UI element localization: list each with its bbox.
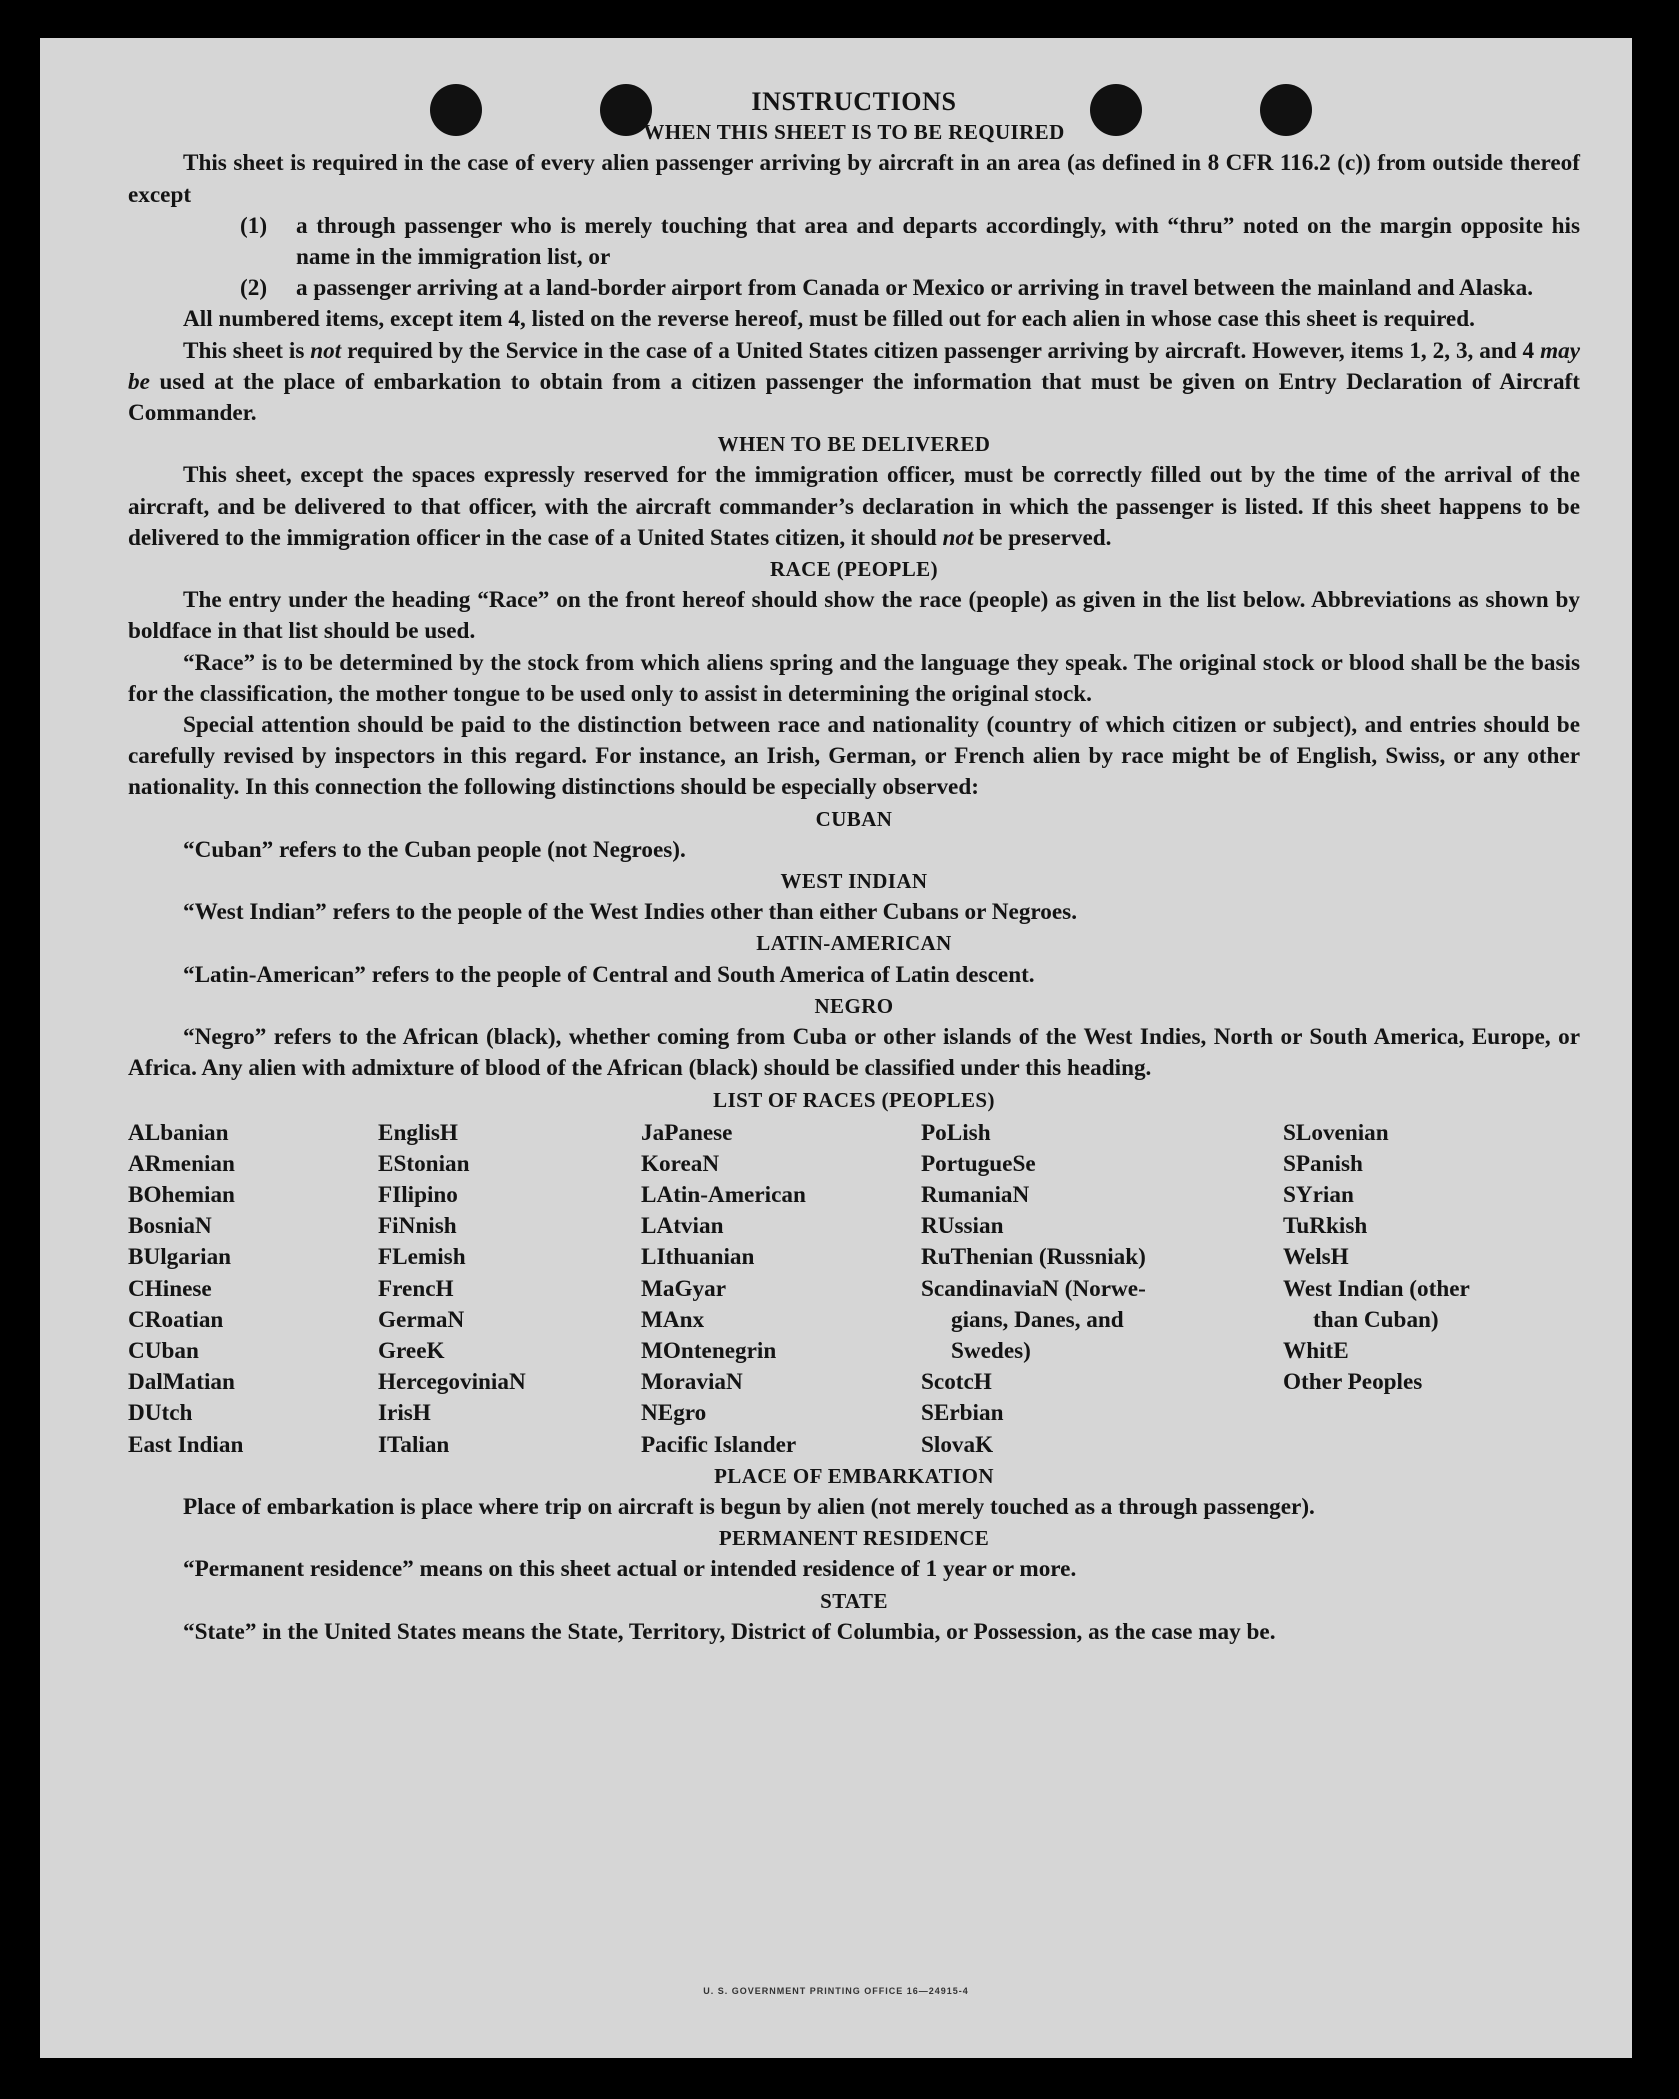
races-column-4 [921, 1118, 1283, 1461]
race-entry: BOhemian [128, 1182, 235, 1209]
races-column-2 [378, 1118, 641, 1461]
race-entry: SLovenian [1283, 1119, 1389, 1146]
race-entry: DalMatian [128, 1369, 235, 1396]
item-text: a through passenger who is merely touching that area and departs accordingly, with “thru” noted on the margin opposite his name in the immigration list, or [296, 212, 1580, 271]
printing-office-footer: U. S. GOVERNMENT PRINTING OFFICE 16—24915-4 [703, 1986, 969, 1996]
paragraph-race-1: The entry under the heading “Race” on the front hereof should show the race (people) as given in the list below. Abbreviations as shown by boldface in that list should be used. [128, 587, 1580, 645]
race-entry: MAnx [641, 1306, 705, 1333]
paragraph-numbered-items: All numbered items, except item 4, listed on the reverse hereof, must be filled out for each alien in whose case this sheet is required. [183, 306, 1475, 333]
race-entry: SlovaK [921, 1431, 994, 1458]
race-entry: HercegoviniaN [378, 1369, 526, 1396]
race-entry: LAtin-American [641, 1182, 806, 1209]
paragraph-race-3: Special attention should be paid to the distinction between race and nationality (country of which citizen or subject), and entries should be carefully revised by inspectors in this regard. For instance, an Irish, German, or French alien by race might be of English, Swiss, or any other nationality. In this connection the following distinctions should be especially observed: [128, 712, 1580, 801]
race-entry: Pacific Islander [641, 1431, 797, 1458]
paragraph-citizen: This sheet is not required by the Service in the case of a United States citizen passenger arriving by aircraft. However, items 1, 2, 3, and 4 may be used at the place of embarkation to obtain from a citizen passenger the information that must be given on Entry Declaration of Aircraft Commander. [128, 337, 1580, 427]
race-entry: NEgro [641, 1400, 707, 1427]
race-entry-continued: Swedes) [951, 1338, 1031, 1365]
race-entry: KoreaN [641, 1150, 720, 1177]
race-entry: West Indian (other [1283, 1275, 1470, 1302]
race-entry: LIthuanian [641, 1244, 755, 1271]
race-entry: BosniaN [128, 1213, 212, 1240]
races-list [128, 1118, 1580, 1461]
race-entry: ScandinaviaN (Norwe- [921, 1275, 1146, 1302]
race-entry: ITalian [378, 1431, 450, 1458]
race-entry: PoLish [921, 1119, 991, 1146]
heading-latin-american: LATIN-AMERICAN [756, 931, 952, 956]
race-entry: FiNnish [378, 1213, 457, 1240]
race-entry: WelsH [1283, 1244, 1349, 1271]
race-entry: FLemish [378, 1244, 466, 1271]
race-entry: DUtch [128, 1400, 193, 1427]
paragraph-state: “State” in the United States means the State, Territory, District of Columbia, or Possession, as the case may be. [183, 1618, 1276, 1645]
race-entry: ALbanian [128, 1119, 229, 1146]
item-text: a passenger arriving at a land-border airport from Canada or Mexico or arriving in travel between the mainland and Alaska. [296, 275, 1534, 302]
paragraph-west-indian: “West Indian” refers to the people of the West Indies other than either Cubans or Negroes. [183, 899, 1078, 926]
race-entry: CUban [128, 1338, 199, 1365]
instructions-content [128, 86, 1580, 1648]
item-number: (1) [240, 212, 268, 239]
race-entry: SYrian [1283, 1182, 1354, 1209]
paragraph-cuban: “Cuban” refers to the Cuban people (not Negroes). [183, 836, 686, 863]
race-entry: MaGyar [641, 1275, 726, 1302]
race-entry: BUlgarian [128, 1244, 232, 1271]
heading-embarkation: PLACE OF EMBARKATION [714, 1463, 994, 1488]
paragraph-race-2: “Race” is to be determined by the stock from which aliens spring and the language they speak. The original stock or blood shall be the basis for the classification, the mother tongue to be used only to assist in determining the original stock. [128, 649, 1580, 707]
race-entry: WhitE [1283, 1338, 1349, 1365]
paragraph-permanent-residence: “Permanent residence” means on this sheet actual or intended residence of 1 year or more. [183, 1556, 1077, 1583]
race-entry: Other Peoples [1283, 1369, 1423, 1396]
race-entry-continued: gians, Danes, and [951, 1306, 1124, 1333]
heading-race: RACE (PEOPLE) [770, 557, 938, 582]
heading-permanent-residence: PERMANENT RESIDENCE [718, 1526, 990, 1551]
heading-cuban: CUBAN [815, 806, 893, 831]
heading-when-delivered: WHEN TO BE DELIVERED [717, 432, 991, 457]
race-entry: FrencH [378, 1275, 454, 1302]
exception-item-2 [240, 273, 1580, 304]
paragraph-embarkation: Place of embarkation is place where trip on aircraft is begun by alien (not merely touched as a through passenger). [183, 1493, 1315, 1520]
heading-state: STATE [820, 1588, 888, 1613]
race-entry: RUssian [921, 1213, 1004, 1240]
race-entry: TuRkish [1283, 1213, 1368, 1240]
race-entry: GermaN [378, 1306, 465, 1333]
item-number: (2) [240, 275, 268, 302]
race-entry: MoraviaN [641, 1369, 743, 1396]
race-entry: CRoatian [128, 1306, 224, 1333]
race-entry: IrisH [378, 1400, 431, 1427]
exception-item-1 [240, 211, 1580, 273]
race-entry: CHinese [128, 1275, 212, 1302]
race-entry: EStonian [378, 1150, 470, 1177]
paragraph-negro: “Negro” refers to the African (black), whether coming from Cuba or other islands of the West Indies, North or South America, Europe, or Africa. Any alien with admixture of blood of the African (black) should be classified under this heading. [128, 1024, 1580, 1082]
heading-when-required: WHEN THIS SHEET IS TO BE REQUIRED [643, 120, 1065, 145]
races-column-1 [128, 1118, 378, 1461]
race-entry: EnglisH [378, 1119, 458, 1146]
race-entry: MOntenegrin [641, 1338, 777, 1365]
race-entry: SPanish [1283, 1150, 1363, 1177]
paragraph-latin-american: “Latin-American” refers to the people of Central and South America of Latin descent. [183, 961, 1035, 988]
paragraph-delivered: This sheet, except the spaces expressly reserved for the immigration officer, must be correctly filled out by the time of the arrival of the aircraft, and be delivered to that officer, with the aircraft commander’s declaration in which the passenger is listed. If this sheet happens to be delivered to the immigration officer in the case of a United States citizen, it should not be preserved. [128, 462, 1580, 551]
paragraph-required: This sheet is required in the case of every alien passenger arriving by aircraft in an area (as defined in 8 CFR 116.2 (c)) from outside thereof except [128, 150, 1580, 208]
race-entry: RuThenian (Russniak) [921, 1244, 1146, 1271]
race-entry-continued: than Cuban) [1313, 1306, 1439, 1333]
heading-list-of-races: LIST OF RACES (PEOPLES) [713, 1087, 995, 1112]
race-entry: PortugueSe [921, 1150, 1036, 1177]
race-entry: LAtvian [641, 1213, 724, 1240]
document-sheet [40, 38, 1632, 2058]
race-entry: ScotcH [921, 1369, 992, 1396]
race-entry: East Indian [128, 1431, 244, 1458]
heading-west-indian: WEST INDIAN [780, 869, 928, 894]
race-entry: RumaniaN [921, 1182, 1030, 1209]
race-entry: FIlipino [378, 1182, 458, 1209]
race-entry: SErbian [921, 1400, 1004, 1427]
heading-negro: NEGRO [814, 993, 894, 1018]
race-entry: GreeK [378, 1338, 445, 1365]
race-entry: ARmenian [128, 1150, 235, 1177]
page-title: INSTRUCTIONS [751, 87, 957, 116]
races-column-3 [641, 1118, 921, 1461]
race-entry: JaPanese [641, 1119, 733, 1146]
races-column-5 [1283, 1118, 1580, 1461]
